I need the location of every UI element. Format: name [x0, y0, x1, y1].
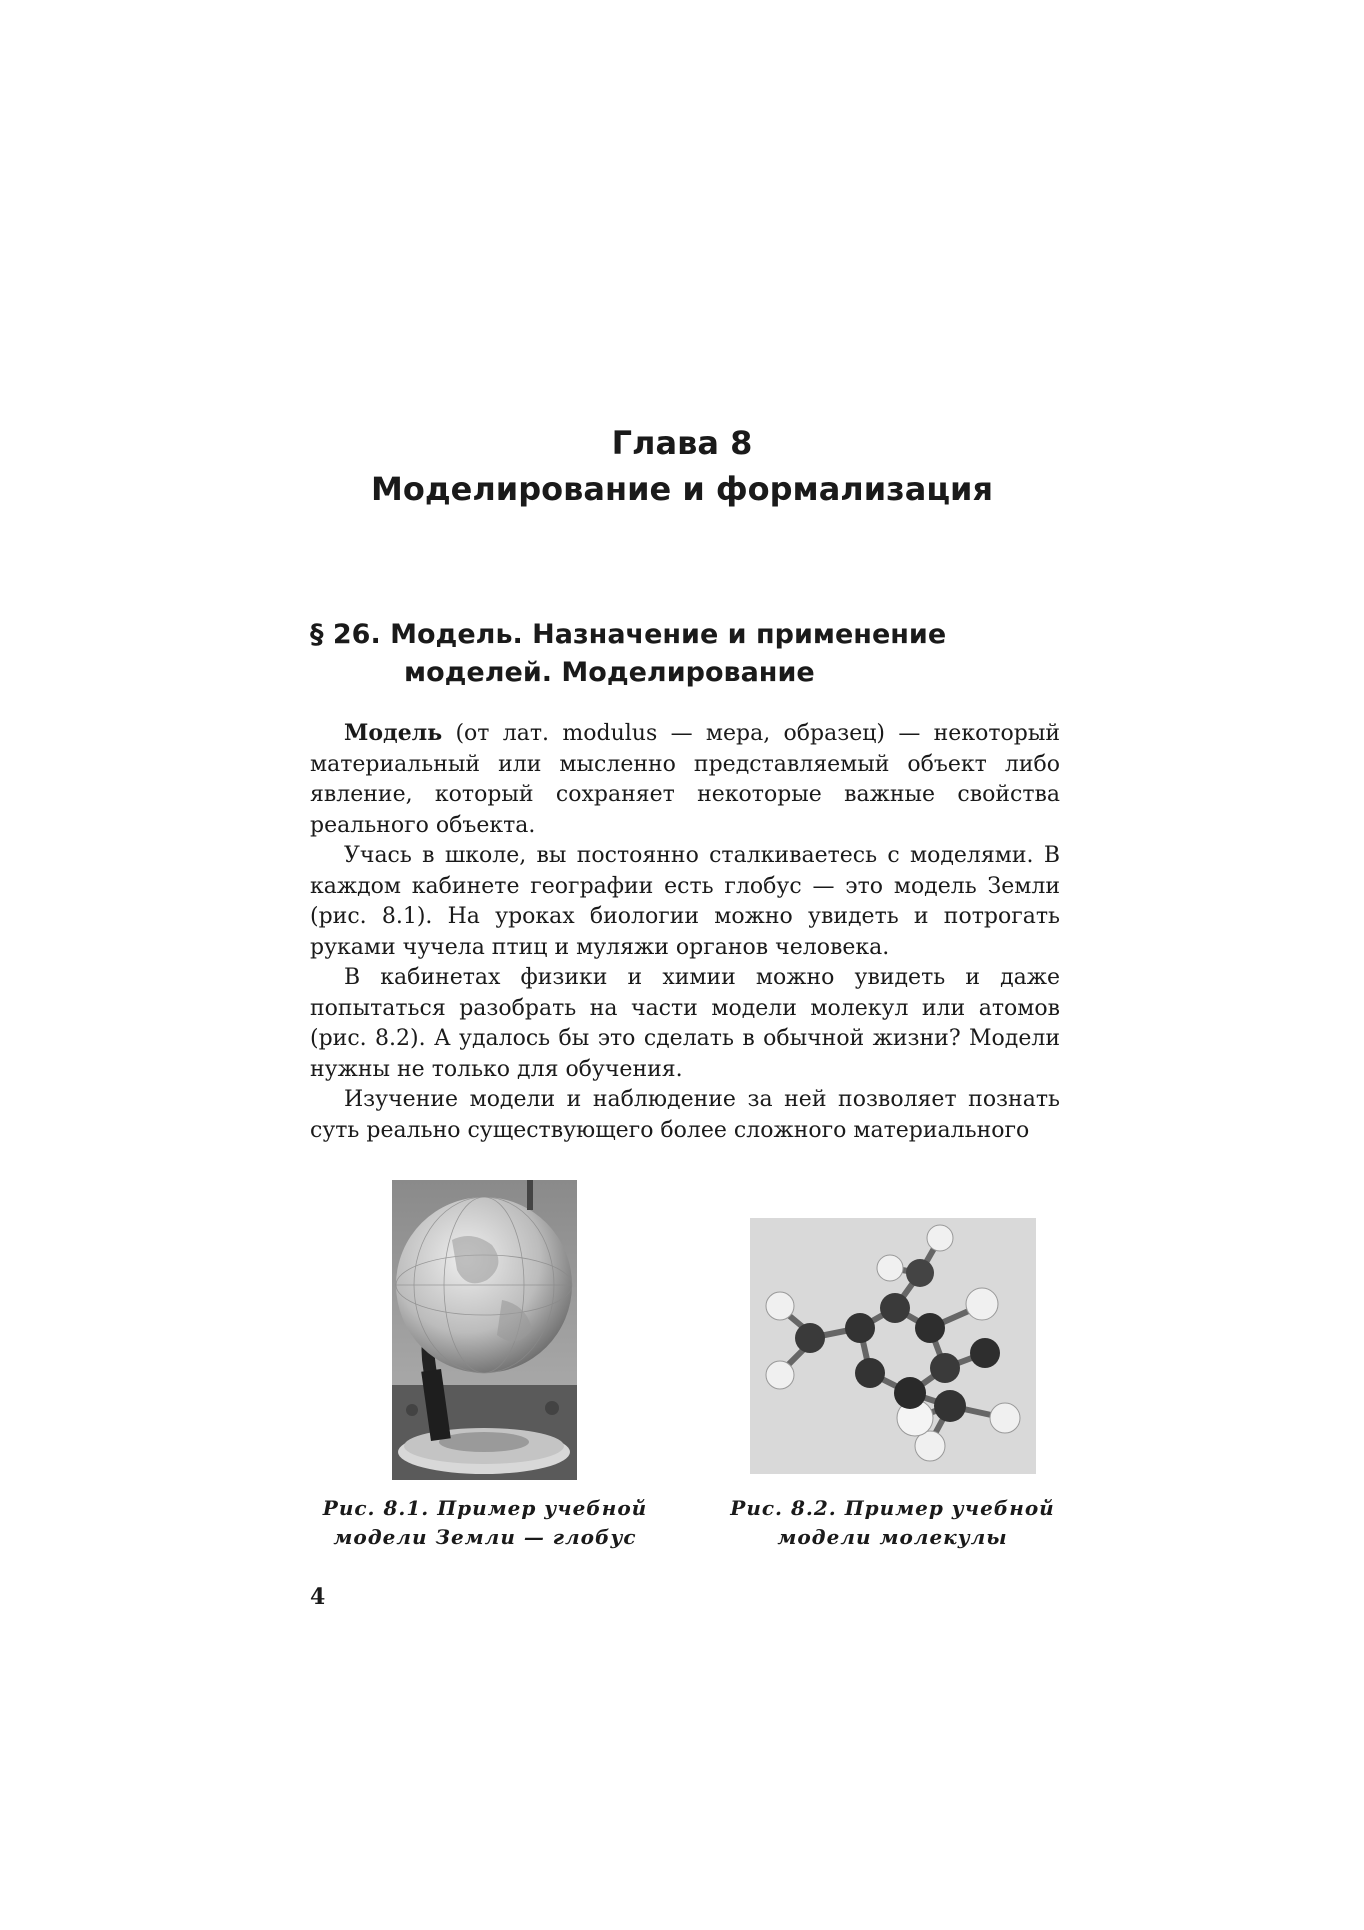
paragraph-4: Изучение модели и наблюдение за ней позволяет познать суть реально существующего более сложного материального [310, 1087, 1060, 1143]
paragraph-1-rest: (от лат. modulus — мера, образец) — некоторый материальный или мысленно представляемый объект либо явление, который сохраняет некоторые важные свойства реального объекта. [310, 721, 1060, 838]
figure-8-1-caption [315, 1494, 655, 1552]
chapter-number: Глава 8 [611, 424, 753, 462]
chapter-name: Моделирование и формализация [370, 470, 994, 508]
globe-photo [392, 1180, 577, 1480]
section-title-line1: § 26. Модель. Назначение и применение [310, 619, 947, 650]
section-title-line2: моделей. Моделирование [404, 657, 815, 688]
chapter-title [0, 420, 1364, 512]
figure-8-2-caption-line2: модели молекулы [777, 1525, 1008, 1549]
figure-8-1-caption-line2: модели Земли — глобус [333, 1525, 637, 1549]
term-model: Модель [344, 720, 443, 746]
paragraph-1 [310, 718, 1060, 841]
paragraph-2: Учась в школе, вы постоянно сталкиваетесь с моделями. В каждом кабинете географии есть глобус — это модель Земли (рис. 8.1). На уроках биологии можно увидеть и потрогать руками чучела птиц и муляжи органов человека. [310, 843, 1060, 960]
figure-8-1-caption-line1: Рис. 8.1. Пример учебной [322, 1496, 648, 1520]
body-text [310, 718, 1060, 1146]
figure-8-2-caption [720, 1494, 1065, 1552]
page-number: 4 [310, 1584, 326, 1610]
molecule-photo [750, 1218, 1036, 1474]
section-title [310, 616, 1070, 692]
paragraph-3: В кабинетах физики и химии можно увидеть и даже попытаться разобрать на части модели молекул или атомов (рис. 8.2). А удалось бы это сделать в обычной жизни? Модели нужны не только для обучения. [310, 965, 1060, 1082]
figure-8-2-caption-line1: Рис. 8.2. Пример учебной [730, 1496, 1055, 1520]
